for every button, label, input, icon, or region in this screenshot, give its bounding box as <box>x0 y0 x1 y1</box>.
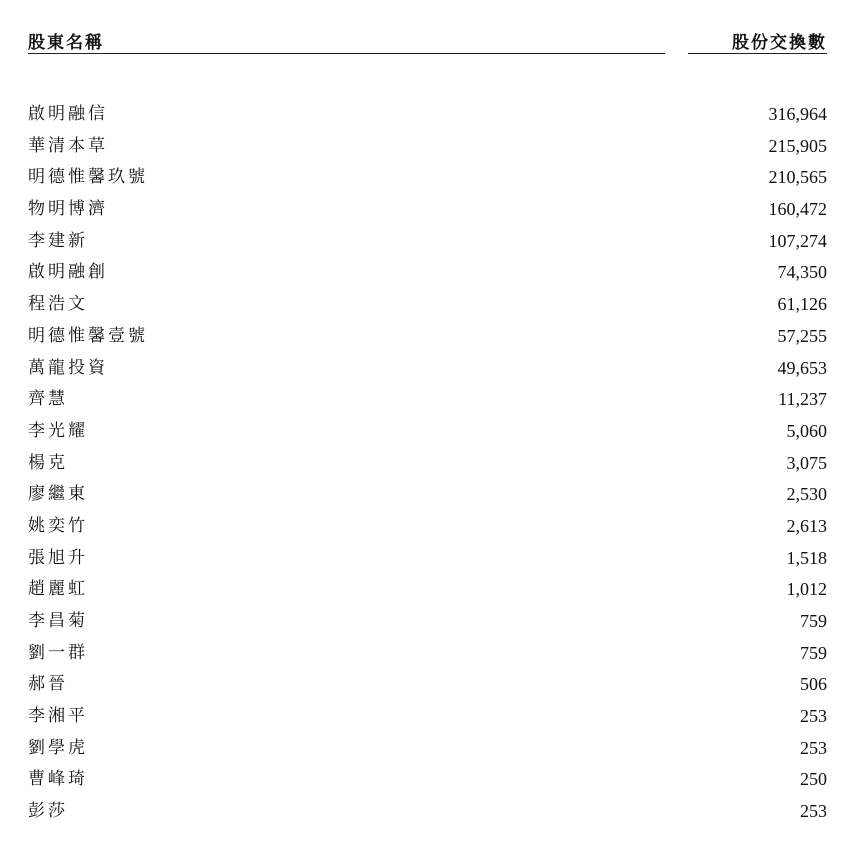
table-row <box>28 701 827 733</box>
table-row <box>28 796 827 828</box>
share-exchange-count: 215,905 <box>768 135 827 156</box>
table-row <box>28 638 827 670</box>
share-exchange-count-column-header: 股份交換數 <box>732 33 827 53</box>
shareholder-name: 劉學虎 <box>28 737 88 758</box>
share-exchange-count: 107,274 <box>768 230 827 251</box>
share-exchange-count: 57,255 <box>777 325 827 346</box>
shareholder-name: 楊克 <box>28 452 68 473</box>
shareholder-name: 廖繼東 <box>28 484 88 505</box>
table-header <box>28 28 827 56</box>
shareholder-name: 李光耀 <box>28 420 88 441</box>
shareholder-name: 張旭升 <box>28 547 88 568</box>
shareholder-name-column-header: 股東名稱 <box>28 33 104 53</box>
shareholder-name: 彭莎 <box>28 801 68 822</box>
share-exchange-count: 316,964 <box>768 104 827 124</box>
share-exchange-count: 5,060 <box>786 420 827 441</box>
header-divider-left <box>28 53 665 54</box>
shareholder-name: 華清本草 <box>28 135 108 156</box>
table-row <box>28 669 827 701</box>
shareholder-name: 曹峰琦 <box>28 769 88 790</box>
share-exchange-count: 506 <box>800 674 827 695</box>
share-exchange-count: 1,012 <box>786 579 827 600</box>
table-row <box>28 574 827 606</box>
share-exchange-count: 253 <box>800 737 827 758</box>
share-exchange-count: 250 <box>800 769 827 790</box>
shareholder-name: 李昌菊 <box>28 611 88 631</box>
shareholder-table-body <box>28 99 827 828</box>
shareholder-name: 趙麗虹 <box>28 579 88 600</box>
share-exchange-count: 74,350 <box>777 262 827 283</box>
table-row <box>28 606 827 638</box>
share-exchange-count: 61,126 <box>777 294 827 315</box>
table-row <box>28 543 827 575</box>
shareholder-name: 程浩文 <box>28 294 88 315</box>
table-row <box>28 194 827 226</box>
table-row <box>28 257 827 289</box>
shareholder-name: 萬龍投資 <box>28 357 108 378</box>
table-row <box>28 764 827 796</box>
share-exchange-count: 160,472 <box>768 199 827 220</box>
share-exchange-count: 759 <box>800 611 827 631</box>
table-row <box>28 416 827 448</box>
share-exchange-count: 210,565 <box>768 167 827 188</box>
share-exchange-count: 1,518 <box>786 547 827 568</box>
shareholder-name: 啟明融信 <box>28 104 108 124</box>
shareholder-name: 啟明融創 <box>28 262 108 283</box>
share-exchange-count: 2,613 <box>786 515 827 536</box>
table-row <box>28 226 827 258</box>
table-row <box>28 99 827 131</box>
table-row <box>28 131 827 163</box>
table-row <box>28 733 827 765</box>
share-exchange-count: 11,237 <box>778 389 827 410</box>
share-exchange-count: 2,530 <box>786 484 827 505</box>
share-exchange-count: 253 <box>800 801 827 822</box>
shareholder-name: 李建新 <box>28 230 88 251</box>
shareholder-name: 明德惟馨玖號 <box>28 167 148 188</box>
table-row <box>28 479 827 511</box>
shareholder-name: 齊慧 <box>28 389 68 410</box>
shareholder-name: 郝晉 <box>28 674 68 695</box>
table-row <box>28 511 827 543</box>
shareholder-name: 姚奕竹 <box>28 515 88 536</box>
table-row <box>28 321 827 353</box>
share-exchange-count: 759 <box>800 642 827 663</box>
shareholder-name: 劉一群 <box>28 642 88 663</box>
table-row <box>28 448 827 480</box>
share-exchange-count: 49,653 <box>777 357 827 378</box>
shareholder-name: 明德惟馨壹號 <box>28 325 148 346</box>
table-row <box>28 162 827 194</box>
share-exchange-count: 253 <box>800 706 827 727</box>
header-divider-right <box>688 53 827 54</box>
table-row <box>28 353 827 385</box>
shareholder-name: 李湘平 <box>28 706 88 727</box>
share-exchange-count: 3,075 <box>786 452 827 473</box>
shareholder-name: 物明博濟 <box>28 199 108 220</box>
table-row <box>28 384 827 416</box>
table-row <box>28 289 827 321</box>
